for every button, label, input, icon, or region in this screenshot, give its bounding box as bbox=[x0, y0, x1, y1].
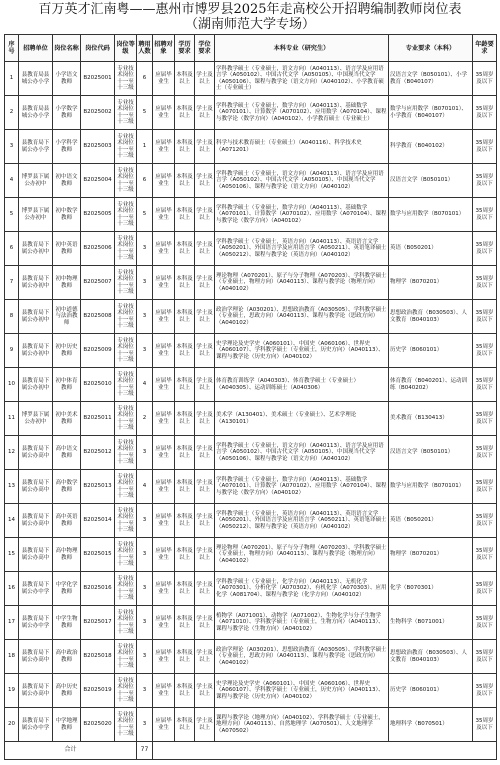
cell-hire-count: 5 bbox=[137, 198, 153, 232]
header-cell: 学历要求 bbox=[175, 35, 195, 62]
cell-graduate-major: 学科教学硕士（专业硕士，数学方向）（A040113）、基础数学（A070101）、计算数学（A070102）、应用数学（A070104）、课程与教学论（数学方向）（A040102）、小学教育硕士（专业硕士） bbox=[215, 96, 389, 130]
cell-degree-requirement: 学士及以上 bbox=[195, 62, 215, 96]
cell-employer: 县教育局下属公办中学 bbox=[19, 606, 53, 640]
cell-row-number: 8 bbox=[5, 300, 19, 334]
cell-degree-requirement: 学士及以上 bbox=[195, 708, 215, 742]
cell-position-code: B2025012 bbox=[81, 436, 115, 470]
cell-employer: 县教育局下属公办高中 bbox=[19, 674, 53, 708]
cell-education-requirement: 本科及以上 bbox=[175, 504, 195, 538]
cell-target-group: 应届毕业生 bbox=[153, 164, 175, 198]
cell-degree-requirement: 学士及以上 bbox=[195, 436, 215, 470]
cell-hire-count: 4 bbox=[137, 368, 153, 402]
cell-undergraduate-major: 美术教育（B130413） bbox=[389, 402, 473, 436]
table-body bbox=[5, 62, 497, 742]
cell-graduate-major: 学科教学硕士（专业硕士，英语方向）（A040113）、英语语言文学（A050201）、外国语言学及应用语言学（A050211）、英语笔译硕士（A050212）、课程与教学论（英语方向）（A040102） bbox=[215, 504, 389, 538]
cell-degree-requirement: 学士及以上 bbox=[195, 96, 215, 130]
cell-position-name: 初中历史教师 bbox=[53, 334, 81, 368]
cell-position-code: B2025006 bbox=[81, 232, 115, 266]
table-row bbox=[5, 368, 497, 402]
cell-position-grade: 专业技术岗位十一至十三级 bbox=[115, 164, 137, 198]
cell-row-number: 9 bbox=[5, 334, 19, 368]
cell-hire-count: 3 bbox=[137, 708, 153, 742]
cell-undergraduate-major: 地理科学（B070501） bbox=[389, 708, 473, 742]
cell-position-name: 中学生物教师 bbox=[53, 606, 81, 640]
cell-hire-count: 6 bbox=[137, 164, 153, 198]
cell-education-requirement: 本科及以上 bbox=[175, 130, 195, 164]
table-row bbox=[5, 674, 497, 708]
cell-position-grade: 专业技术岗位十一至十三级 bbox=[115, 674, 137, 708]
cell-position-name: 中学化学教师 bbox=[53, 572, 81, 606]
cell-education-requirement: 本科及以上 bbox=[175, 436, 195, 470]
cell-undergraduate-major: 数学与应用数学（B070101） bbox=[389, 470, 473, 504]
cell-row-number: 11 bbox=[5, 402, 19, 436]
cell-hire-count: 3 bbox=[137, 572, 153, 606]
cell-target-group: 应届毕业生 bbox=[153, 674, 175, 708]
cell-undergraduate-major: 英语（B050201） bbox=[389, 504, 473, 538]
cell-undergraduate-major: 物理学（B070201） bbox=[389, 266, 473, 300]
cell-position-name: 高中语文教师 bbox=[53, 436, 81, 470]
cell-degree-requirement: 学士及以上 bbox=[195, 130, 215, 164]
cell-age-requirement: 35周岁及以下 bbox=[473, 674, 497, 708]
table-row bbox=[5, 62, 497, 96]
cell-hire-count: 3 bbox=[137, 674, 153, 708]
cell-position-name: 小学语文教师 bbox=[53, 62, 81, 96]
cell-position-code: B2025014 bbox=[81, 504, 115, 538]
cell-row-number: 16 bbox=[5, 572, 19, 606]
cell-undergraduate-major: 体育教育（B040201）、运动训练（B040202） bbox=[389, 368, 473, 402]
cell-target-group: 应届毕业生 bbox=[153, 368, 175, 402]
cell-degree-requirement: 学士及以上 bbox=[195, 606, 215, 640]
cell-education-requirement: 本科及以上 bbox=[175, 640, 195, 674]
cell-undergraduate-major: 汉语言文学（B050101） bbox=[389, 164, 473, 198]
cell-position-grade: 专业技术岗位十一至十三级 bbox=[115, 334, 137, 368]
cell-graduate-major: 学科教学硕士（专业硕士，化学方向）（A040113）、无机化学（A070301）、分析化学（A070302）、有机化学（A070303）、应用化学（A081704）、课程与教学论（化学方向）（A040102） bbox=[215, 572, 389, 606]
document-title bbox=[0, 0, 500, 32]
header-cell: 招聘对象 bbox=[153, 35, 175, 62]
cell-position-name: 小学科学教师 bbox=[53, 130, 81, 164]
cell-undergraduate-major: 生物科学（B071001） bbox=[389, 606, 473, 640]
cell-row-number: 20 bbox=[5, 708, 19, 742]
cell-target-group: 应届毕业生 bbox=[153, 436, 175, 470]
cell-position-name: 高中物理教师 bbox=[53, 538, 81, 572]
cell-degree-requirement: 学士及以上 bbox=[195, 300, 215, 334]
cell-education-requirement: 本科及以上 bbox=[175, 300, 195, 334]
cell-position-grade: 专业技术岗位十一至十三级 bbox=[115, 198, 137, 232]
cell-position-grade: 专业技术岗位十一至十三级 bbox=[115, 436, 137, 470]
cell-age-requirement: 35周岁及以下 bbox=[473, 198, 497, 232]
cell-graduate-major: 学科教学硕士（专业硕士，语文方向）（A040113）、语言学及应用语言学（A050102）、中国古代文学（A050105）、中国现当代文学（A050106）、课程与教学论（语文方向）（A040102） bbox=[215, 164, 389, 198]
cell-hire-count: 3 bbox=[137, 538, 153, 572]
cell-age-requirement: 35周岁及以下 bbox=[473, 708, 497, 742]
cell-employer: 县教育局下属公办初中 bbox=[19, 300, 53, 334]
cell-employer: 县教育局下属公办初中 bbox=[19, 334, 53, 368]
cell-education-requirement: 本科及以上 bbox=[175, 232, 195, 266]
cell-degree-requirement: 学士及以上 bbox=[195, 368, 215, 402]
cell-target-group: 应届毕业生 bbox=[153, 232, 175, 266]
header-cell: 岗位等级 bbox=[115, 35, 137, 62]
cell-position-grade: 专业技术岗位十一至十三级 bbox=[115, 708, 137, 742]
cell-row-number: 3 bbox=[5, 130, 19, 164]
cell-employer: 博罗县下属公办初中 bbox=[19, 164, 53, 198]
cell-undergraduate-major: 汉语言文学（B050101） bbox=[389, 436, 473, 470]
cell-row-number: 13 bbox=[5, 470, 19, 504]
cell-age-requirement: 35周岁及以下 bbox=[473, 266, 497, 300]
cell-position-name: 初中美术教师 bbox=[53, 402, 81, 436]
table-header-row bbox=[5, 35, 497, 62]
cell-position-name: 中学地理教师 bbox=[53, 708, 81, 742]
cell-undergraduate-major: 思想政治教育（B030503）、人文教育（B040103） bbox=[389, 640, 473, 674]
cell-hire-count: 3 bbox=[137, 504, 153, 538]
cell-degree-requirement: 学士及以上 bbox=[195, 572, 215, 606]
cell-undergraduate-major: 英语（B050201） bbox=[389, 232, 473, 266]
cell-hire-count: 1 bbox=[137, 130, 153, 164]
table-row bbox=[5, 436, 497, 470]
cell-degree-requirement: 学士及以上 bbox=[195, 164, 215, 198]
cell-graduate-major: 史学理论及史学史（A060101）、中国史（A060106）、世界史（A060107）、学科教学硕士（专业硕士，历史方向）（A040113）、课程与教学论（历史方向）（A040102） bbox=[215, 334, 389, 368]
cell-row-number: 2 bbox=[5, 96, 19, 130]
cell-position-code: B2025004 bbox=[81, 164, 115, 198]
cell-position-code: B2025017 bbox=[81, 606, 115, 640]
cell-position-name: 初中物理教师 bbox=[53, 266, 81, 300]
cell-position-code: B2025020 bbox=[81, 708, 115, 742]
cell-degree-requirement: 学士及以上 bbox=[195, 640, 215, 674]
cell-position-grade: 专业技术岗位十一至十三级 bbox=[115, 504, 137, 538]
cell-row-number: 19 bbox=[5, 674, 19, 708]
cell-graduate-major: 美术学（A130401）、美术硕士（专业硕士）、艺术学理论（A130101） bbox=[215, 402, 389, 436]
cell-undergraduate-major: 科学教育（B040102） bbox=[389, 130, 473, 164]
cell-education-requirement: 本科及以上 bbox=[175, 572, 195, 606]
cell-degree-requirement: 学士及以上 bbox=[195, 674, 215, 708]
cell-degree-requirement: 学士及以上 bbox=[195, 538, 215, 572]
cell-undergraduate-major: 数学与应用数学（B070101） bbox=[389, 198, 473, 232]
cell-employer: 县教育局下属公办中学 bbox=[19, 708, 53, 742]
total-value: 77 bbox=[137, 742, 153, 760]
cell-undergraduate-major: 数学与应用数学（B070101）、小学教育（B040107） bbox=[389, 96, 473, 130]
cell-graduate-major: 理论物理（A070201）、原子与分子物理（A070203）、学科教学硕士（专业硕士，物理方向）（A040113）、课程与教学论（物理方向）（A040102） bbox=[215, 538, 389, 572]
cell-position-name: 初中体育教师 bbox=[53, 368, 81, 402]
cell-position-name: 小学数学教师 bbox=[53, 96, 81, 130]
cell-hire-count: 5 bbox=[137, 96, 153, 130]
cell-position-grade: 专业技术岗位十一至十三级 bbox=[115, 266, 137, 300]
table-row bbox=[5, 708, 497, 742]
table-row bbox=[5, 130, 497, 164]
cell-education-requirement: 本科及以上 bbox=[175, 62, 195, 96]
cell-position-grade: 专业技术岗位十一至十三级 bbox=[115, 640, 137, 674]
table-row bbox=[5, 402, 497, 436]
cell-target-group: 应届毕业生 bbox=[153, 538, 175, 572]
cell-target-group: 应届毕业生 bbox=[153, 402, 175, 436]
cell-target-group: 应届毕业生 bbox=[153, 572, 175, 606]
cell-hire-count: 3 bbox=[137, 232, 153, 266]
cell-hire-count: 3 bbox=[137, 640, 153, 674]
cell-position-grade: 专业技术岗位十一至十三级 bbox=[115, 538, 137, 572]
cell-degree-requirement: 学士及以上 bbox=[195, 266, 215, 300]
cell-education-requirement: 本科及以上 bbox=[175, 368, 195, 402]
table-row bbox=[5, 640, 497, 674]
header-cell: 专业要求（本科） bbox=[389, 35, 473, 62]
cell-graduate-major: 科学与技术教育硕士（专业硕士）（A040116）、科学技术史（A071201） bbox=[215, 130, 389, 164]
cell-row-number: 14 bbox=[5, 504, 19, 538]
cell-graduate-major: 学科教学硕士（专业硕士，数学方向）（A040113）、基础数学（A070101）、计算数学（A070102）、应用数学（A070104）、课程与教学论（数学方向）（A040102） bbox=[215, 198, 389, 232]
cell-undergraduate-major: 历史学（B060101） bbox=[389, 674, 473, 708]
cell-position-grade: 专业技术岗位十一至十三级 bbox=[115, 402, 137, 436]
cell-degree-requirement: 学士及以上 bbox=[195, 504, 215, 538]
cell-education-requirement: 本科及以上 bbox=[175, 164, 195, 198]
cell-education-requirement: 本科及以上 bbox=[175, 606, 195, 640]
table-row bbox=[5, 334, 497, 368]
cell-graduate-major: 理论物理（A070201）、原子与分子物理（A070203）、学科教学硕士（专业硕士，物理方向）（A040113）、课程与教学论（物理方向）（A040102） bbox=[215, 266, 389, 300]
cell-row-number: 4 bbox=[5, 164, 19, 198]
cell-position-code: B2025016 bbox=[81, 572, 115, 606]
table-row bbox=[5, 538, 497, 572]
title-line-1: 百万英才汇南粤——惠州市博罗县2025年走高校公开招聘编制教师岗位表 bbox=[38, 2, 462, 17]
cell-hire-count: 3 bbox=[137, 266, 153, 300]
cell-undergraduate-major: 历史学（B060101） bbox=[389, 334, 473, 368]
cell-target-group: 应届毕业生 bbox=[153, 504, 175, 538]
cell-row-number: 17 bbox=[5, 606, 19, 640]
table-row bbox=[5, 232, 497, 266]
cell-employer: 县教育局县城公办小学 bbox=[19, 96, 53, 130]
cell-age-requirement: 35周岁及以下 bbox=[473, 62, 497, 96]
cell-undergraduate-major: 汉语言文学（B050101）、小学教育（B040107） bbox=[389, 62, 473, 96]
cell-degree-requirement: 学士及以上 bbox=[195, 334, 215, 368]
cell-graduate-major: 学科教学硕士（专业硕士，英语方向）（A040113）、英语语言文学（A050201）、外国语言学及应用语言学（A050211）、英语笔译硕士（A050212）、课程与教学论（英语方向）（A040102） bbox=[215, 232, 389, 266]
cell-hire-count: 3 bbox=[137, 300, 153, 334]
table-row bbox=[5, 96, 497, 130]
cell-position-code: B2025010 bbox=[81, 368, 115, 402]
cell-undergraduate-major: 物理学（B070201） bbox=[389, 538, 473, 572]
cell-education-requirement: 本科及以上 bbox=[175, 708, 195, 742]
cell-employer: 县教育局县城公办小学 bbox=[19, 62, 53, 96]
cell-position-code: B2025001 bbox=[81, 62, 115, 96]
cell-hire-count: 4 bbox=[137, 470, 153, 504]
cell-employer: 县教育局下属公办高中 bbox=[19, 470, 53, 504]
cell-employer: 博罗县下属公办初中 bbox=[19, 402, 53, 436]
cell-target-group: 应届毕业生 bbox=[153, 130, 175, 164]
cell-row-number: 10 bbox=[5, 368, 19, 402]
cell-position-name: 高中数学教师 bbox=[53, 470, 81, 504]
cell-position-code: B2025018 bbox=[81, 640, 115, 674]
cell-position-grade: 专业技术岗位十一至十三级 bbox=[115, 62, 137, 96]
cell-age-requirement: 35周岁及以下 bbox=[473, 130, 497, 164]
cell-hire-count: 3 bbox=[137, 606, 153, 640]
cell-education-requirement: 本科及以上 bbox=[175, 470, 195, 504]
cell-employer: 县教育局下属公办高中 bbox=[19, 504, 53, 538]
cell-employer: 县教育局下属公办高中 bbox=[19, 640, 53, 674]
cell-position-code: B2025007 bbox=[81, 266, 115, 300]
header-cell: 招聘单位 bbox=[19, 35, 53, 62]
cell-target-group: 应届毕业生 bbox=[153, 470, 175, 504]
cell-degree-requirement: 学士及以上 bbox=[195, 198, 215, 232]
header-cell: 岗位名称 bbox=[53, 35, 81, 62]
cell-position-code: B2025019 bbox=[81, 674, 115, 708]
cell-graduate-major: 政治学理论（A030201）、思想政治教育（A030505）、学科教学硕士（专业硕士，思政方向）（A040113）、课程与教学论（思政方向）（A040102） bbox=[215, 640, 389, 674]
cell-education-requirement: 本科及以上 bbox=[175, 266, 195, 300]
cell-graduate-major: 体育教育训练学（A040303）、体育教学硕士（专业硕士）（A040305）、运动训练硕士（A040306） bbox=[215, 368, 389, 402]
header-cell: 岗位代码 bbox=[81, 35, 115, 62]
cell-row-number: 6 bbox=[5, 232, 19, 266]
cell-position-grade: 专业技术岗位十一至十三级 bbox=[115, 572, 137, 606]
cell-position-code: B2025015 bbox=[81, 538, 115, 572]
cell-age-requirement: 35周岁及以下 bbox=[473, 538, 497, 572]
cell-position-code: B2025011 bbox=[81, 402, 115, 436]
table-row bbox=[5, 504, 497, 538]
cell-age-requirement: 35周岁及以下 bbox=[473, 436, 497, 470]
table-row bbox=[5, 300, 497, 334]
cell-position-code: B2025009 bbox=[81, 334, 115, 368]
cell-education-requirement: 本科及以上 bbox=[175, 538, 195, 572]
cell-graduate-major: 课程与教学论（地理方向）（A040102）、学科教学硕士（专业硕士，地理方向）（A040113）、自然地理学（A070501）、人文地理学（A070502） bbox=[215, 708, 389, 742]
cell-graduate-major: 学科教学硕士（专业硕士，语文方向）（A040113）、语言学及应用语言学（A050102）、中国古代文学（A050105）、中国现当代文学（A050106）、课程与教学论（语文方向）（A040102）、小学教育硕士（专业硕士） bbox=[215, 62, 389, 96]
table-row bbox=[5, 164, 497, 198]
cell-employer: 县教育局下属公办小学 bbox=[19, 130, 53, 164]
cell-hire-count: 3 bbox=[137, 436, 153, 470]
cell-age-requirement: 35周岁及以下 bbox=[473, 300, 497, 334]
cell-age-requirement: 35周岁及以下 bbox=[473, 164, 497, 198]
cell-age-requirement: 35周岁及以下 bbox=[473, 232, 497, 266]
header-cell: 本科专业（研究生） bbox=[215, 35, 389, 62]
cell-target-group: 应届毕业生 bbox=[153, 606, 175, 640]
cell-position-code: B2025005 bbox=[81, 198, 115, 232]
header-cell: 序号 bbox=[5, 35, 19, 62]
cell-age-requirement: 35周岁及以下 bbox=[473, 96, 497, 130]
cell-graduate-major: 学科教学硕士（专业硕士，语文方向）（A040113）、语言学及应用语言学（A050102）、中国古代文学（A050105）、中国现当代文学（A050106）、课程与教学论（语文方向）（A040102） bbox=[215, 436, 389, 470]
cell-position-grade: 专业技术岗位十一至十三级 bbox=[115, 96, 137, 130]
cell-age-requirement: 35周岁及以下 bbox=[473, 402, 497, 436]
cell-education-requirement: 本科及以上 bbox=[175, 96, 195, 130]
table-row bbox=[5, 606, 497, 640]
cell-employer: 县教育局下属公办初中 bbox=[19, 368, 53, 402]
cell-position-name: 高中历史教师 bbox=[53, 674, 81, 708]
cell-target-group: 应届毕业生 bbox=[153, 62, 175, 96]
cell-age-requirement: 35周岁及以下 bbox=[473, 334, 497, 368]
cell-hire-count: 3 bbox=[137, 334, 153, 368]
total-empty-cell bbox=[153, 742, 497, 760]
total-row bbox=[5, 742, 497, 760]
cell-target-group: 应届毕业生 bbox=[153, 96, 175, 130]
cell-education-requirement: 本科及以上 bbox=[175, 674, 195, 708]
cell-age-requirement: 35周岁及以下 bbox=[473, 470, 497, 504]
table-row bbox=[5, 572, 497, 606]
cell-target-group: 应届毕业生 bbox=[153, 198, 175, 232]
cell-row-number: 7 bbox=[5, 266, 19, 300]
cell-position-code: B2025013 bbox=[81, 470, 115, 504]
cell-row-number: 12 bbox=[5, 436, 19, 470]
cell-position-grade: 专业技术岗位十一至十三级 bbox=[115, 232, 137, 266]
recruitment-table bbox=[4, 34, 497, 760]
cell-row-number: 15 bbox=[5, 538, 19, 572]
cell-target-group: 应届毕业生 bbox=[153, 334, 175, 368]
cell-undergraduate-major: 思想政治教育（B030503）、人文教育（B040103） bbox=[389, 300, 473, 334]
cell-graduate-major: 史学理论及史学史（A060101）、中国史（A060106）、世界史（A060107）、学科教学硕士（专业硕士，历史方向）（A040113）、课程与教学论（历史方向）（A040102） bbox=[215, 674, 389, 708]
table-row bbox=[5, 266, 497, 300]
cell-position-code: B2025002 bbox=[81, 96, 115, 130]
cell-position-grade: 专业技术岗位十一至十三级 bbox=[115, 300, 137, 334]
title-line-2: （湖南师范大学专场） bbox=[184, 17, 315, 32]
header-cell: 学位要求 bbox=[195, 35, 215, 62]
cell-hire-count: 6 bbox=[137, 62, 153, 96]
cell-row-number: 18 bbox=[5, 640, 19, 674]
cell-position-grade: 专业技术岗位十一至十三级 bbox=[115, 470, 137, 504]
cell-employer: 县教育局下属公办初中 bbox=[19, 266, 53, 300]
cell-position-name: 高中政治教师 bbox=[53, 640, 81, 674]
cell-degree-requirement: 学士及以上 bbox=[195, 402, 215, 436]
total-label: 合计 bbox=[5, 742, 137, 760]
header-cell: 年龄要求 bbox=[473, 35, 497, 62]
cell-education-requirement: 本科及以上 bbox=[175, 198, 195, 232]
cell-target-group: 应届毕业生 bbox=[153, 640, 175, 674]
cell-row-number: 1 bbox=[5, 62, 19, 96]
cell-age-requirement: 35周岁及以下 bbox=[473, 572, 497, 606]
cell-employer: 县教育局下属公办中学 bbox=[19, 572, 53, 606]
table-row bbox=[5, 470, 497, 504]
cell-position-code: B2025003 bbox=[81, 130, 115, 164]
cell-target-group: 应届毕业生 bbox=[153, 300, 175, 334]
header-cell: 聘用人数 bbox=[137, 35, 153, 62]
cell-position-name: 初中语文教师 bbox=[53, 164, 81, 198]
cell-education-requirement: 本科及以上 bbox=[175, 402, 195, 436]
cell-row-number: 5 bbox=[5, 198, 19, 232]
cell-position-name: 初中数学教师 bbox=[53, 198, 81, 232]
table-row bbox=[5, 198, 497, 232]
cell-target-group: 应届毕业生 bbox=[153, 266, 175, 300]
cell-age-requirement: 35周岁及以下 bbox=[473, 504, 497, 538]
cell-employer: 县教育局下属公办高中 bbox=[19, 538, 53, 572]
cell-employer: 博罗县下属公办初中 bbox=[19, 198, 53, 232]
cell-degree-requirement: 学士及以上 bbox=[195, 470, 215, 504]
cell-graduate-major: 政治学理论（A030201）、思想政治教育（A030505）、学科教学硕士（专业硕士，思政方向）（A040113）、课程与教学论（思政方向）（A040102） bbox=[215, 300, 389, 334]
cell-age-requirement: 35周岁及以下 bbox=[473, 368, 497, 402]
cell-position-grade: 专业技术岗位十一至十三级 bbox=[115, 130, 137, 164]
cell-undergraduate-major: 化学（B070301） bbox=[389, 572, 473, 606]
cell-position-grade: 专业技术岗位十一至十三级 bbox=[115, 606, 137, 640]
cell-position-code: B2025008 bbox=[81, 300, 115, 334]
cell-position-name: 初中道德与法治教师 bbox=[53, 300, 81, 334]
cell-degree-requirement: 学士及以上 bbox=[195, 232, 215, 266]
cell-employer: 县教育局下属公办高中 bbox=[19, 436, 53, 470]
cell-age-requirement: 35周岁及以下 bbox=[473, 606, 497, 640]
cell-education-requirement: 本科及以上 bbox=[175, 334, 195, 368]
cell-graduate-major: 植物学（A071001）、动物学（A071002）、生物化学与分子生物学（A071010）、学科教学硕士（专业硕士，生物方向）（A040113）、课程与教学论（生物方向）（A040102） bbox=[215, 606, 389, 640]
cell-position-grade: 专业技术岗位十一至十三级 bbox=[115, 368, 137, 402]
cell-employer: 县教育局下属公办初中 bbox=[19, 232, 53, 266]
cell-target-group: 应届毕业生 bbox=[153, 708, 175, 742]
cell-position-name: 初中英语教师 bbox=[53, 232, 81, 266]
cell-age-requirement: 35周岁及以下 bbox=[473, 640, 497, 674]
cell-position-name: 高中英语教师 bbox=[53, 504, 81, 538]
cell-graduate-major: 学科教学硕士（专业硕士，数学方向）（A040113）、基础数学（A070101）、计算数学（A070102）、应用数学（A070104）、课程与教学论（数学方向）（A040102） bbox=[215, 470, 389, 504]
cell-hire-count: 2 bbox=[137, 402, 153, 436]
